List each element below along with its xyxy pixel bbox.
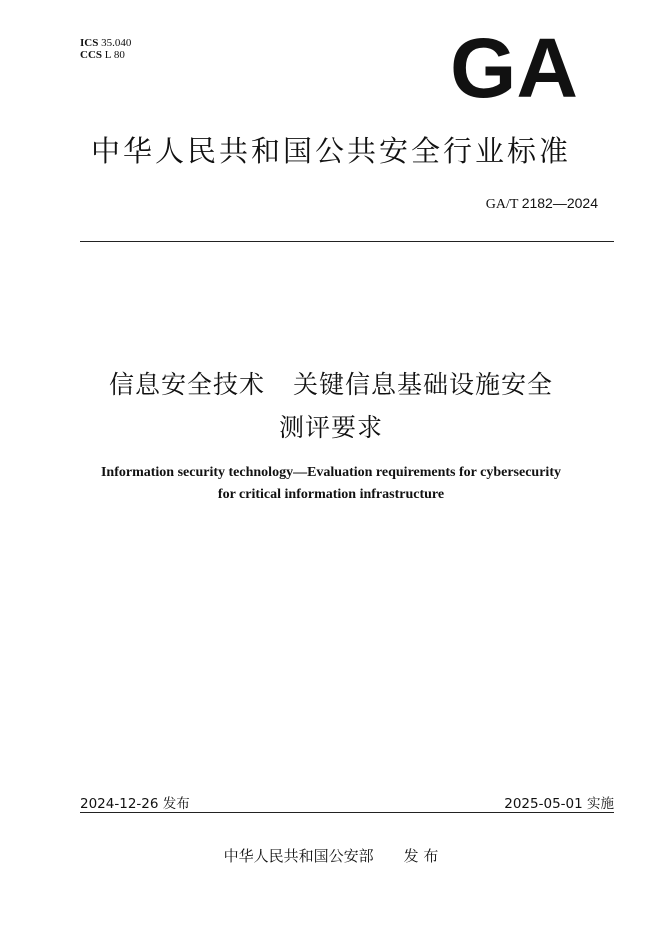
title-cn-line2: 测评要求 [278,413,383,442]
issuer-action: 发 布 [403,847,439,865]
bottom-divider [80,812,614,813]
classification-codes [80,37,131,61]
title-cn-part2: 关键信息基础设施安全 [293,370,554,399]
ics-label: ICS [80,37,99,49]
issue-date: 2024-12-26 发布 [80,796,190,812]
ccs-label: CCS [80,49,103,61]
ga-logo [449,35,579,99]
issuer [0,845,662,866]
ccs-code [80,49,131,61]
ga-logo-text: GA [450,35,578,99]
standard-number [486,195,598,213]
top-divider [80,241,614,242]
ics-value: 35.040 [101,37,132,49]
title-en-line1: Information security technology—Evaluation requirements for cybersecurity [100,465,561,480]
implementation-date: 2025-05-01 实施 [504,796,614,812]
ccs-value: L 80 [104,49,125,61]
standard-prefix: GA/T [485,197,519,212]
title-en-line2: for critical information infrastructure [217,487,445,502]
standard-code: 2182—2024 [521,195,598,211]
issuer-name: 中华人民共和国公安部 [223,847,374,865]
ics-code [80,37,131,49]
title-cn-line1 [0,365,662,401]
title-cn-part1: 信息安全技术 [108,370,265,399]
header-title: 中华人民共和国公共安全行业标准 [90,134,571,168]
